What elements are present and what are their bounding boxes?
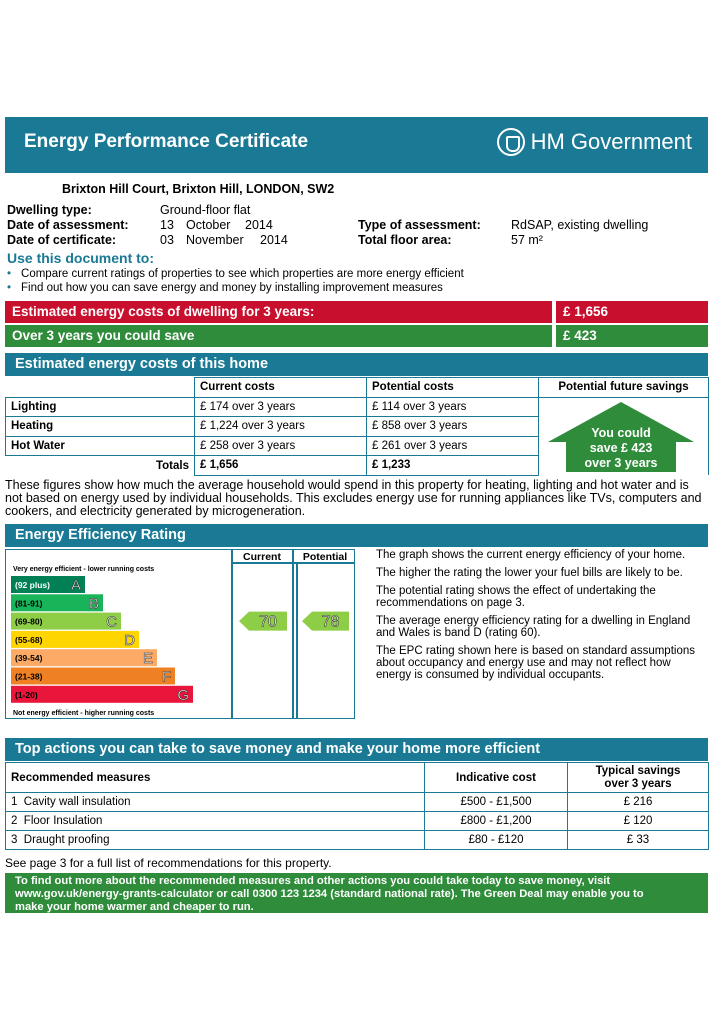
- rating-text: The potential rating shows the effect of undertaking the recommendations on page 3.: [376, 585, 656, 609]
- actions-table: [5, 762, 709, 850]
- rating-band-range: (81-91): [15, 598, 43, 609]
- saving-cell: £ 120: [568, 812, 709, 831]
- measure-cell: 2 Floor Insulation: [6, 812, 425, 831]
- row-label: Heating: [6, 417, 195, 437]
- header-banner: [5, 117, 708, 173]
- use-bullet: • Compare current ratings of properties to see which properties are more energy efficient: [7, 268, 464, 280]
- saving-cell: £ 216: [568, 793, 709, 812]
- rating-band-letter: F: [161, 668, 171, 686]
- floor-area-value: 57 m²: [511, 233, 543, 247]
- col-typical-savings: Typical savings over 3 years: [568, 763, 709, 793]
- potential-cost-cell: £ 858 over 3 years: [367, 417, 539, 437]
- use-document-title: Use this document to:: [7, 250, 155, 266]
- rating-section-title: Energy Efficiency Rating: [5, 524, 708, 547]
- table-row: [6, 793, 709, 812]
- savings-house-text: You could save £ 423 over 3 years: [584, 426, 658, 470]
- rating-band-letter: A: [70, 577, 81, 594]
- gov-logo: [497, 128, 692, 156]
- page-title: Energy Performance Certificate: [24, 131, 309, 152]
- estimated-cost-bar: [5, 301, 708, 323]
- green-info-box: To find out more about the recommended measures and other actions you could take today to save money, visit www.gov.uk/energy-grants-calculator or call 0300 123 1234 (standard national rate). The Green Deal may enable you to make your home warmer and cheaper to run.: [5, 873, 708, 913]
- rating-band-range: (39-54): [15, 653, 43, 664]
- gov-label: HM Government: [530, 129, 692, 154]
- potential-rating-value: 78: [321, 613, 340, 631]
- table-row: [6, 831, 709, 850]
- rating-col-current: Current: [243, 551, 281, 563]
- estimated-cost-label: Estimated energy costs of dwelling for 3 years:: [5, 301, 552, 323]
- costs-note: These figures show how much the average household would spend in this property for heating, lighting and hot water and is not based on energy used by individual households. This excludes energy use for running appliances like TVs, computers and cookers, and electricity generated by microgeneration.: [5, 478, 702, 518]
- rating-bottom-note: Not energy efficient - higher running costs: [13, 710, 155, 717]
- current-cost-cell: £ 258 over 3 years: [195, 436, 367, 456]
- rating-band-range: (21-38): [15, 671, 43, 682]
- efficiency-rating-chart: [5, 549, 355, 719]
- date-certificate-month: November: [186, 233, 244, 247]
- totals-label: Totals: [6, 456, 195, 476]
- rating-text: The average energy efficiency rating for a dwelling in England and Wales is band D (rating 60).: [376, 615, 691, 639]
- dwelling-type-label: Dwelling type:: [7, 203, 92, 217]
- table-row: [6, 812, 709, 831]
- table-row: [6, 378, 709, 398]
- crest-icon: [497, 128, 525, 156]
- date-assessment-label: Date of assessment:: [7, 218, 129, 232]
- property-address: Brixton Hill Court, Brixton Hill, LONDON, SW2: [62, 182, 335, 196]
- rating-band-letter: B: [88, 595, 99, 613]
- potential-cost-cell: £ 261 over 3 years: [367, 436, 539, 456]
- col-potential-savings: Potential future savings: [539, 378, 709, 398]
- date-certificate-year: 2014: [260, 233, 288, 247]
- rating-band-range: (55-68): [15, 634, 43, 645]
- rating-top-note: Very energy efficient - lower running costs: [13, 566, 155, 573]
- could-save-value: £ 423: [556, 325, 708, 347]
- col-current-costs: Current costs: [195, 378, 367, 398]
- row-label: Lighting: [6, 397, 195, 417]
- cost-cell: £80 - £120: [425, 831, 568, 850]
- dwelling-type-value: Ground-floor flat: [160, 203, 251, 217]
- use-bullet: • Find out how you can save energy and money by installing improvement measures: [7, 282, 443, 294]
- floor-area-label: Total floor area:: [358, 233, 452, 247]
- date-assessment-year: 2014: [245, 218, 273, 232]
- measure-cell: 1 Cavity wall insulation: [6, 793, 425, 812]
- measure-cell: 3 Draught proofing: [6, 831, 425, 850]
- actions-section-title: Top actions you can take to save money and make your home more efficient: [5, 738, 708, 761]
- rating-band-range: (1-20): [15, 689, 38, 700]
- rating-band-letter: E: [142, 650, 153, 668]
- rating-band-range: (69-80): [15, 616, 43, 627]
- could-save-label: Over 3 years you could save: [5, 325, 552, 347]
- costs-section-title: Estimated energy costs of this home: [5, 353, 708, 376]
- assessment-type-value: RdSAP, existing dwelling: [511, 218, 649, 232]
- col-indicative-cost: Indicative cost: [425, 763, 568, 793]
- estimated-cost-value: £ 1,656: [556, 301, 708, 323]
- current-cost-cell: £ 1,224 over 3 years: [195, 417, 367, 437]
- rating-band-letter: D: [124, 631, 135, 649]
- cost-cell: £800 - £1,200: [425, 812, 568, 831]
- totals-potential: £ 1,233: [367, 456, 539, 476]
- col-potential-costs: Potential costs: [367, 378, 539, 398]
- rating-explanation: [376, 549, 704, 687]
- date-assessment-day: 13: [160, 218, 174, 232]
- rating-band-letter: C: [106, 613, 117, 631]
- current-rating-value: 70: [259, 613, 277, 631]
- rating-text: The higher the rating the lower your fuel bills are likely to be.: [376, 567, 683, 579]
- date-assessment-month: October: [186, 218, 231, 232]
- date-certificate-label: Date of certificate:: [7, 233, 117, 247]
- bullet-icon: •: [7, 282, 12, 294]
- current-cost-cell: £ 174 over 3 years: [195, 397, 367, 417]
- potential-cost-cell: £ 114 over 3 years: [367, 397, 539, 417]
- saving-cell: £ 33: [568, 831, 709, 850]
- table-header-empty: [6, 378, 195, 398]
- row-label: Hot Water: [6, 436, 195, 456]
- rating-band-letter: G: [177, 686, 189, 704]
- assessment-type-label: Type of assessment:: [358, 218, 481, 232]
- rating-band-range: (92 plus): [15, 580, 50, 590]
- rating-band-g: [11, 686, 193, 703]
- rating-text: The graph shows the current energy efficiency of your home.: [376, 549, 686, 561]
- could-save-bar: [5, 325, 708, 347]
- totals-current: £ 1,656: [195, 456, 367, 476]
- see-page-note: See page 3 for a full list of recommendations for this property.: [5, 856, 332, 870]
- rating-text: The EPC rating shown here is based on standard assumptions about occupancy and energy use and may not reflect how energy is consumed by individual occupants.: [376, 645, 695, 681]
- rating-col-potential: Potential: [302, 551, 348, 563]
- cost-cell: £500 - £1,500: [425, 793, 568, 812]
- table-row: [6, 763, 709, 793]
- date-certificate-day: 03: [160, 233, 174, 247]
- col-recommended-measures: Recommended measures: [6, 763, 425, 793]
- bullet-icon: •: [7, 268, 12, 280]
